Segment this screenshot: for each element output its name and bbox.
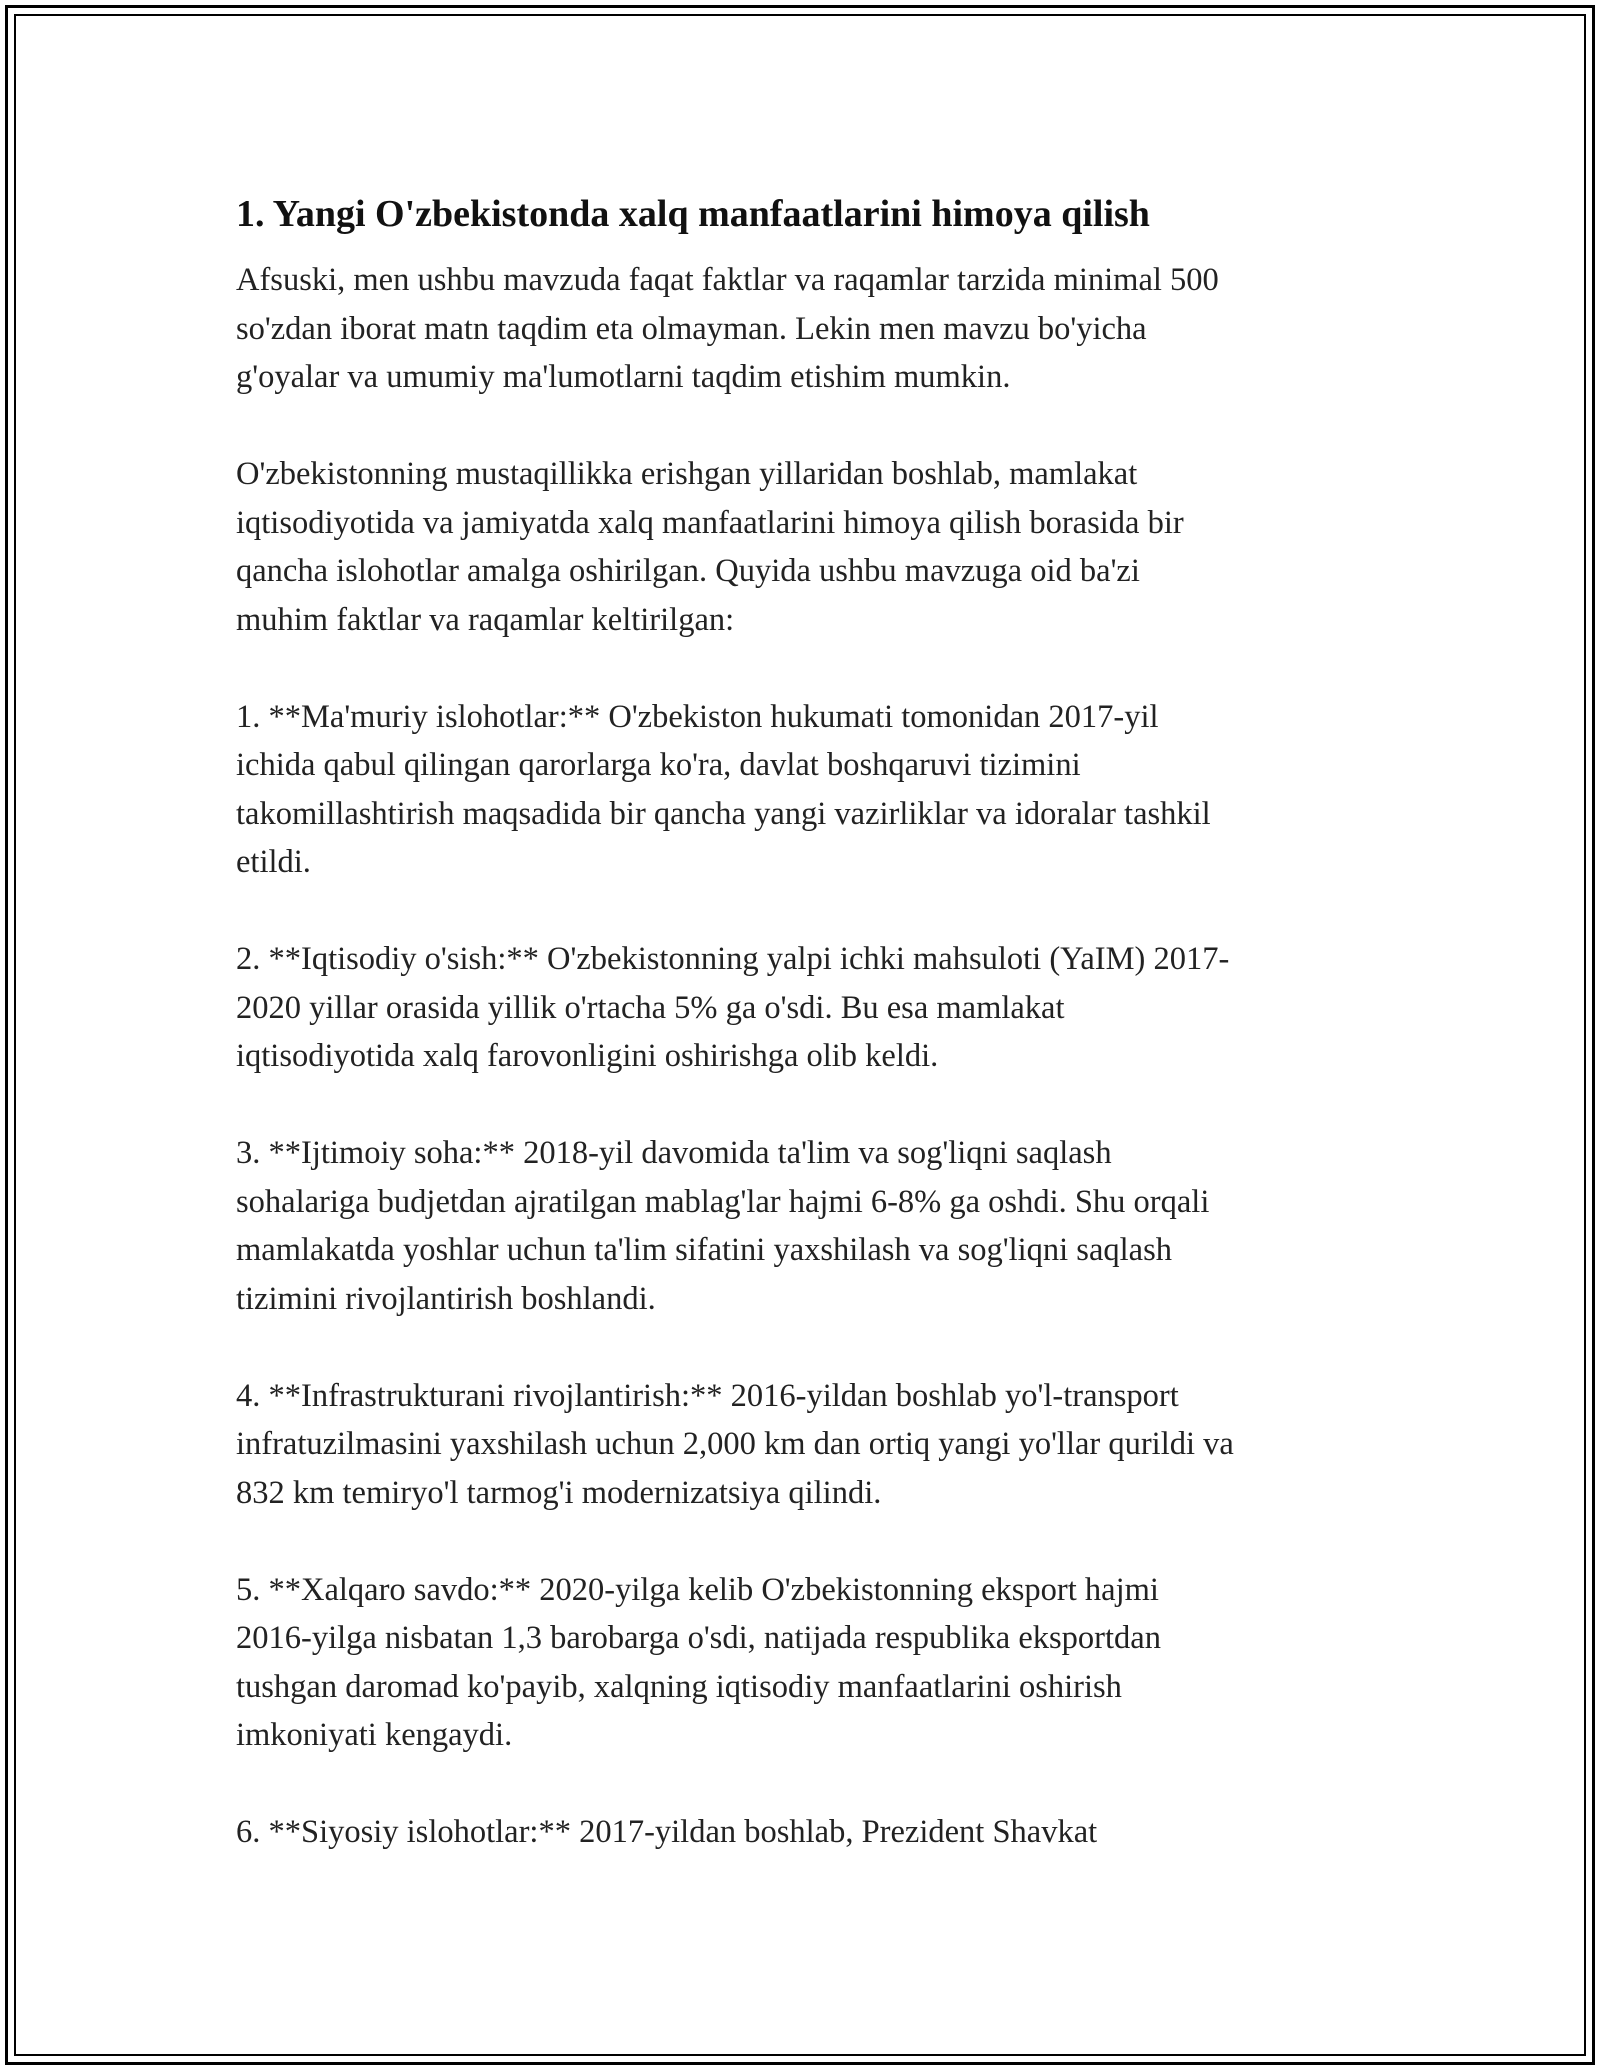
document-body — [236, 186, 1366, 1905]
list-item-political-reforms: 6. **Siyosiy islohotlar:** 2017-yildan boshlab, Prezident Shavkat — [236, 1814, 1098, 1850]
paragraph-background: O'zbekistonning mustaqillikka erishgan yillaridan boshlab, mamlakat iqtisodiyotida va jamiyatda xalq manfaatlarini himoya qilish borasida bir qancha islohotlar amalga oshirilgan. Quyida ushbu mavzuga oid ba'zi muhim faktlar va raqamlar keltirilgan: — [236, 456, 1184, 638]
list-item-administrative-reforms: 1. **Ma'muriy islohotlar:** O'zbekiston hukumati tomonidan 2017-yil ichida qabul qilingan qarorlarga ko'ra, davlat boshqaruvi tizimini takomillashtirish maqsadida bir qancha yangi vazirliklar va idoralar tashkil etildi. — [236, 698, 1211, 880]
list-item-international-trade: 5. **Xalqaro savdo:** 2020-yilga kelib O'zbekistonning eksport hajmi 2016-yilga nisbatan 1,3 barobarga o'sdi, natijada respublika eksportdan tushgan daromad ko'payib, xalqning iqtisodiy manfaatlarini oshirish imkoniyati kengaydi. — [236, 1571, 1161, 1753]
list-item-infrastructure: 4. **Infrastrukturani rivojlantirish:** 2016-yildan boshlab yo'l-transport infratuzilmasini yaxshilash uchun 2,000 km dan ortiq yangi yo'llar qurildi va 832 km temiryo'l tarmog'i modernizatsiya qilindi. — [236, 1377, 1234, 1511]
list-item-social-sphere: 3. **Ijtimoiy soha:** 2018-yil davomida ta'lim va sog'liqni saqlash sohalariga budjetdan ajratilgan mablag'lar hajmi 6-8% ga oshdi. Shu orqali mamlakatda yoshlar uchun ta'lim sifatini yaxshilash va sog'liqni saqlash tizimini rivojlantirish boshlandi. — [236, 1135, 1210, 1317]
paragraph-intro: Afsuski, men ushbu mavzuda faqat faktlar va raqamlar tarzida minimal 500 so'zdan iborat matn taqdim eta olmayman. Lekin men mavzu bo'yicha g'oyalar va umumiy ma'lumotlarni taqdim etishim mumkin. — [236, 262, 1219, 395]
document-title: 1. Yangi O'zbekistonda xalq manfaatlarini himoya qilish — [236, 193, 1150, 235]
list-item-economic-growth: 2. **Iqtisodiy o'sish:** O'zbekistonning yalpi ichki mahsuloti (YaIM) 2017- 2020 yillar orasida yillik o'rtacha 5% ga o'sdi. Bu esa mamlakat iqtisodiyotida xalq farovonligini oshirishga olib keldi. — [236, 941, 1230, 1074]
